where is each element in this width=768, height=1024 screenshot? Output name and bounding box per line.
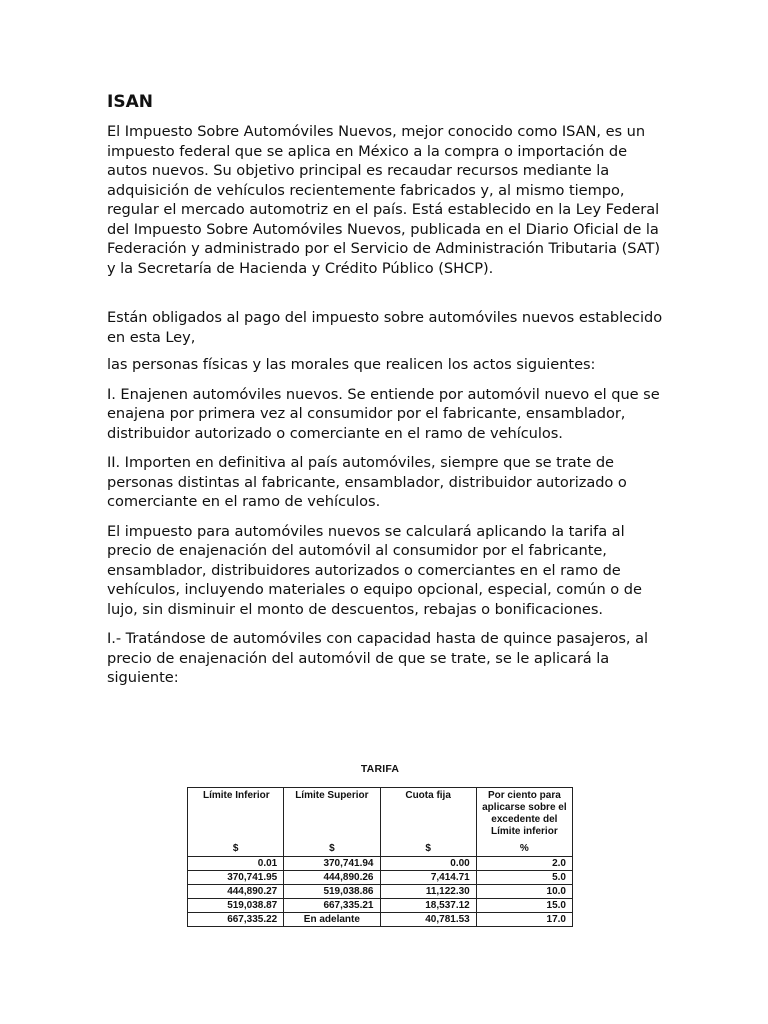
table-cell: 519,038.87: [188, 899, 284, 913]
table-cell: 40,781.53: [380, 913, 476, 927]
table-cell: 370,741.95: [188, 871, 284, 885]
tarifa-table: [187, 787, 573, 927]
tarifa-title: TARIFA: [360, 763, 400, 775]
header-cuota-fija: Cuota fija $: [380, 788, 476, 857]
table-cell: 2.0: [476, 857, 572, 871]
paragraph-calculo: El impuesto para automóviles nuevos se calculará aplicando la tarifa al precio de enajenación del automóvil al consumidor por el fabricante, ensamblador, distribuidores autorizados o comerciantes en el ramo de vehículos, incluyendo materiales o equipo opcional, especial, común o de lujo, sin disminuir el monto de descuentos, rebajas o bonificaciones.: [107, 522, 642, 618]
table-cell: 444,890.26: [284, 871, 380, 885]
paragraph-intro: El Impuesto Sobre Automóviles Nuevos, mejor conocido como ISAN, es un impuesto federal que se aplica en México a la compra o importación de autos nuevos. Su objetivo principal es recaudar recursos mediante la adquisición de vehículos recientemente fabricados y, al mismo tiempo, regular el mercado automotriz en el país. Está establecido en la Ley Federal del Impuesto Sobre Automóviles Nuevos, publicada en el Diario Oficial de la Federación y administrado por el Servicio de Administración Tributaria (SAT) y la Secretaría de Hacienda y Crédito Público (SHCP).: [107, 123, 661, 277]
header-limite-superior: Límite Superior $: [284, 788, 380, 857]
table-cell: 10.0: [476, 885, 572, 899]
table-row: [188, 871, 573, 885]
header-limite-inferior: Límite Inferior $: [188, 788, 284, 857]
table-row: [188, 913, 573, 927]
table-cell: 667,335.21: [284, 899, 380, 913]
table-cell: 18,537.12: [380, 899, 476, 913]
table-row: [188, 885, 573, 899]
document-title: ISAN: [107, 92, 153, 112]
table-cell: 5.0: [476, 871, 572, 885]
table-cell: 17.0: [476, 913, 572, 927]
paragraph-personas: las personas físicas y las morales que realicen los actos siguientes:: [107, 356, 596, 373]
table-row: [188, 857, 573, 871]
paragraph-quince-pasajeros: I.- Tratándose de automóviles con capacidad hasta de quince pasajeros, al precio de enajenación del automóvil de que se trate, se le aplicará la siguiente:: [107, 630, 648, 686]
header-por-ciento: Por ciento para aplicarse sobre el excedente del Límite inferior %: [476, 788, 572, 857]
table-cell: En adelante: [284, 913, 380, 927]
table-row: [188, 899, 573, 913]
paragraph-importen: II. Importen en definitiva al país automóviles, siempre que se trate de personas distintas al fabricante, ensamblador, distribuidor autorizado o comerciante en el ramo de vehículos.: [107, 454, 627, 510]
tarifa-header-row: [188, 788, 573, 857]
table-cell: 15.0: [476, 899, 572, 913]
table-cell: 444,890.27: [188, 885, 284, 899]
table-cell: 0.01: [188, 857, 284, 871]
tarifa-section: [187, 763, 573, 927]
table-cell: 519,038.86: [284, 885, 380, 899]
table-cell: 370,741.94: [284, 857, 380, 871]
table-cell: 7,414.71: [380, 871, 476, 885]
table-cell: 667,335.22: [188, 913, 284, 927]
paragraph-obligados: Están obligados al pago del impuesto sobre automóviles nuevos establecido en esta Ley,: [107, 309, 663, 346]
table-cell: 11,122.30: [380, 885, 476, 899]
table-cell: 0.00: [380, 857, 476, 871]
document-body: [107, 92, 667, 698]
paragraph-enajenen: I. Enajenen automóviles nuevos. Se entiende por automóvil nuevo el que se enajena por primera vez al consumidor por el fabricante, ensamblador, distribuidor autorizado o comerciante en el ramo de vehículos.: [107, 385, 660, 442]
